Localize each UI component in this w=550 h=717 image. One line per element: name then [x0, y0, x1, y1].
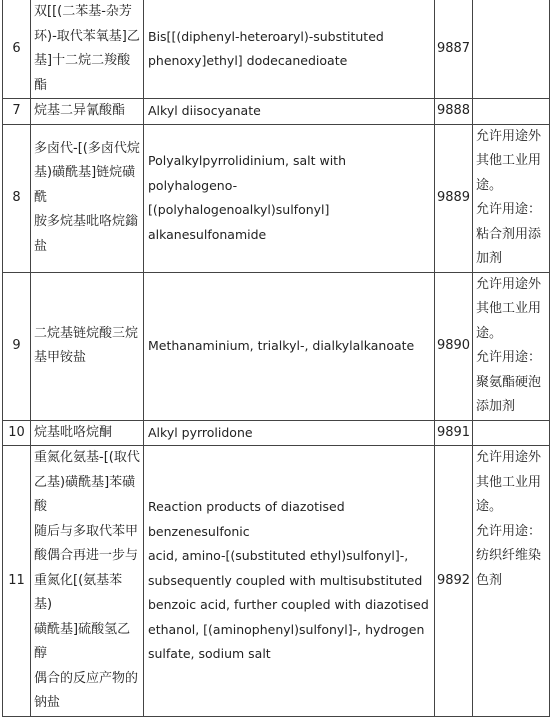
registry-id [435, 99, 473, 125]
usage-note [473, 124, 550, 272]
row-number-text: 10 [8, 424, 25, 440]
chinese-name [31, 446, 144, 717]
registry-id-text: 9887 [436, 40, 471, 56]
chinese-name-line: 随后与多取代苯甲 [34, 523, 139, 539]
english-name-line: ethanol, [(aminophenyl)sulfonyl]-, hydrogen [148, 621, 425, 637]
english-name-line: Reaction products of diazotised benzenesulfonic [148, 499, 345, 539]
usage-note-line: 允许用途： [476, 350, 542, 365]
chinese-name-line: 胺多烷基吡咯烷鎓 [34, 214, 139, 230]
chinese-name [31, 420, 144, 446]
english-name-line: Polyalkylpyrrolidinium, salt with polyhalogeno- [148, 153, 347, 193]
row-number-text: 7 [12, 103, 21, 118]
chinese-name-line: 重氮化氨基-[(取代 [34, 450, 140, 465]
usage-note-line: 允许用途外 [476, 128, 542, 144]
chinese-name [31, 124, 144, 272]
chinese-name-line: 环)-取代苯氧基]乙 [34, 28, 140, 44]
usage-note [473, 0, 550, 99]
chinese-name-line: 基甲铵盐 [34, 350, 87, 365]
english-name-line: [(polyhalogenoalkyl)sulfonyl] [148, 202, 330, 217]
english-name [144, 0, 435, 99]
registry-id-text: 9891 [436, 424, 471, 440]
usage-note-line: 其他工业用 [476, 474, 542, 490]
chinese-name-line: 多卤代-[(多卤代烷 [34, 140, 140, 156]
chinese-name-line: 烷基二异氰酸酯 [34, 103, 126, 118]
usage-note-line: 途。 [476, 177, 503, 193]
english-name [144, 420, 435, 446]
table-row [3, 99, 550, 125]
usage-note-line: 纺织纤维染 [476, 548, 542, 563]
chinese-name [31, 272, 144, 420]
chinese-name-line: 基)磺酰基]链烷磺酰 [34, 165, 136, 205]
row-number [3, 272, 31, 420]
chinese-name-line: 偶合的反应产物的 [34, 670, 139, 686]
chinese-name-line: 乙基)磺酰基]苯磺酸 [34, 474, 136, 514]
usage-note-line: 其他工业用 [476, 301, 542, 316]
row-number [3, 99, 31, 125]
chinese-name-line: 钠盐 [34, 695, 61, 710]
chinese-name [31, 0, 144, 99]
chinese-name-line: 基]十二烷二羧酸酯 [34, 53, 131, 93]
registry-id [435, 272, 473, 420]
english-name-line: acid, amino-[(substituted ethyl)sulfonyl]-, [148, 548, 409, 563]
chinese-name [31, 99, 144, 125]
english-name-line: phenoxy]ethyl] dodecanedioate [148, 53, 348, 68]
usage-note [473, 272, 550, 420]
substance-table [2, 0, 550, 717]
row-number-text: 6 [12, 40, 21, 56]
registry-id [435, 420, 473, 446]
table-row [3, 420, 550, 446]
registry-id-text: 9890 [436, 337, 471, 353]
table-row [3, 272, 550, 420]
english-name-line: Bis[[(diphenyl-heteroaryl)-substituted [148, 28, 384, 44]
row-number-text: 8 [12, 189, 21, 205]
usage-note-line: 其他工业用 [476, 153, 542, 168]
english-name-line: Alkyl diisocyanate [148, 103, 261, 118]
row-number [3, 0, 31, 99]
chinese-name-line: 双[[(二苯基-杂芳 [34, 4, 132, 19]
usage-note-line: 粘合剂用添 [476, 226, 542, 242]
chinese-name-line: 重氮化[(氨基苯基) [34, 572, 123, 612]
usage-note-line: 途。 [476, 499, 503, 514]
english-name-line: sulfate, sodium salt [148, 646, 271, 661]
usage-note-line: 色剂 [476, 572, 503, 588]
usage-note-line: 允许用途： [476, 523, 542, 539]
english-name [144, 99, 435, 125]
registry-id [435, 124, 473, 272]
usage-note-line: 途。 [476, 325, 503, 341]
english-name [144, 124, 435, 272]
usage-note [473, 420, 550, 446]
english-name-line: Alkyl pyrrolidone [148, 424, 253, 440]
usage-note [473, 99, 550, 125]
english-name-line: Methanaminium, trialkyl-, dialkylalkanoate [148, 337, 415, 353]
registry-id [435, 446, 473, 717]
row-number [3, 446, 31, 717]
usage-note-line: 允许用途外 [476, 276, 542, 292]
usage-note-line: 聚氨酯硬泡 [476, 374, 542, 390]
chinese-name-line: 酸偶合再进一步与 [34, 548, 139, 563]
table-row [3, 124, 550, 272]
row-number [3, 420, 31, 446]
chinese-name-line: 烷基吡咯烷酮 [34, 424, 113, 440]
table-row [3, 0, 550, 99]
chinese-name-line: 盐 [34, 238, 48, 254]
english-name [144, 272, 435, 420]
usage-note [473, 446, 550, 717]
english-name-line: subsequently coupled with multisubstituted [148, 572, 423, 588]
usage-note-line: 加剂 [476, 251, 503, 266]
usage-note-line: 允许用途外 [476, 450, 542, 465]
registry-id [435, 0, 473, 99]
usage-note-line: 添加剂 [476, 399, 516, 414]
english-name [144, 446, 435, 717]
row-number-text: 9 [12, 337, 21, 353]
registry-id-text: 9889 [436, 189, 471, 205]
registry-id-text: 9892 [436, 572, 471, 588]
english-name-line: benzoic acid, further coupled with diazotised [148, 597, 429, 612]
chinese-name-line: 二烷基链烷酸三烷 [34, 325, 139, 341]
row-number [3, 124, 31, 272]
english-name-line: alkanesulfonamide [148, 226, 267, 242]
chinese-name-line: 磺酰基]硫酸氢乙醇 [34, 621, 131, 661]
registry-id-text: 9888 [436, 103, 471, 118]
usage-note-line: 允许用途： [476, 202, 542, 217]
row-number-text: 11 [8, 572, 25, 588]
table-row [3, 446, 550, 717]
